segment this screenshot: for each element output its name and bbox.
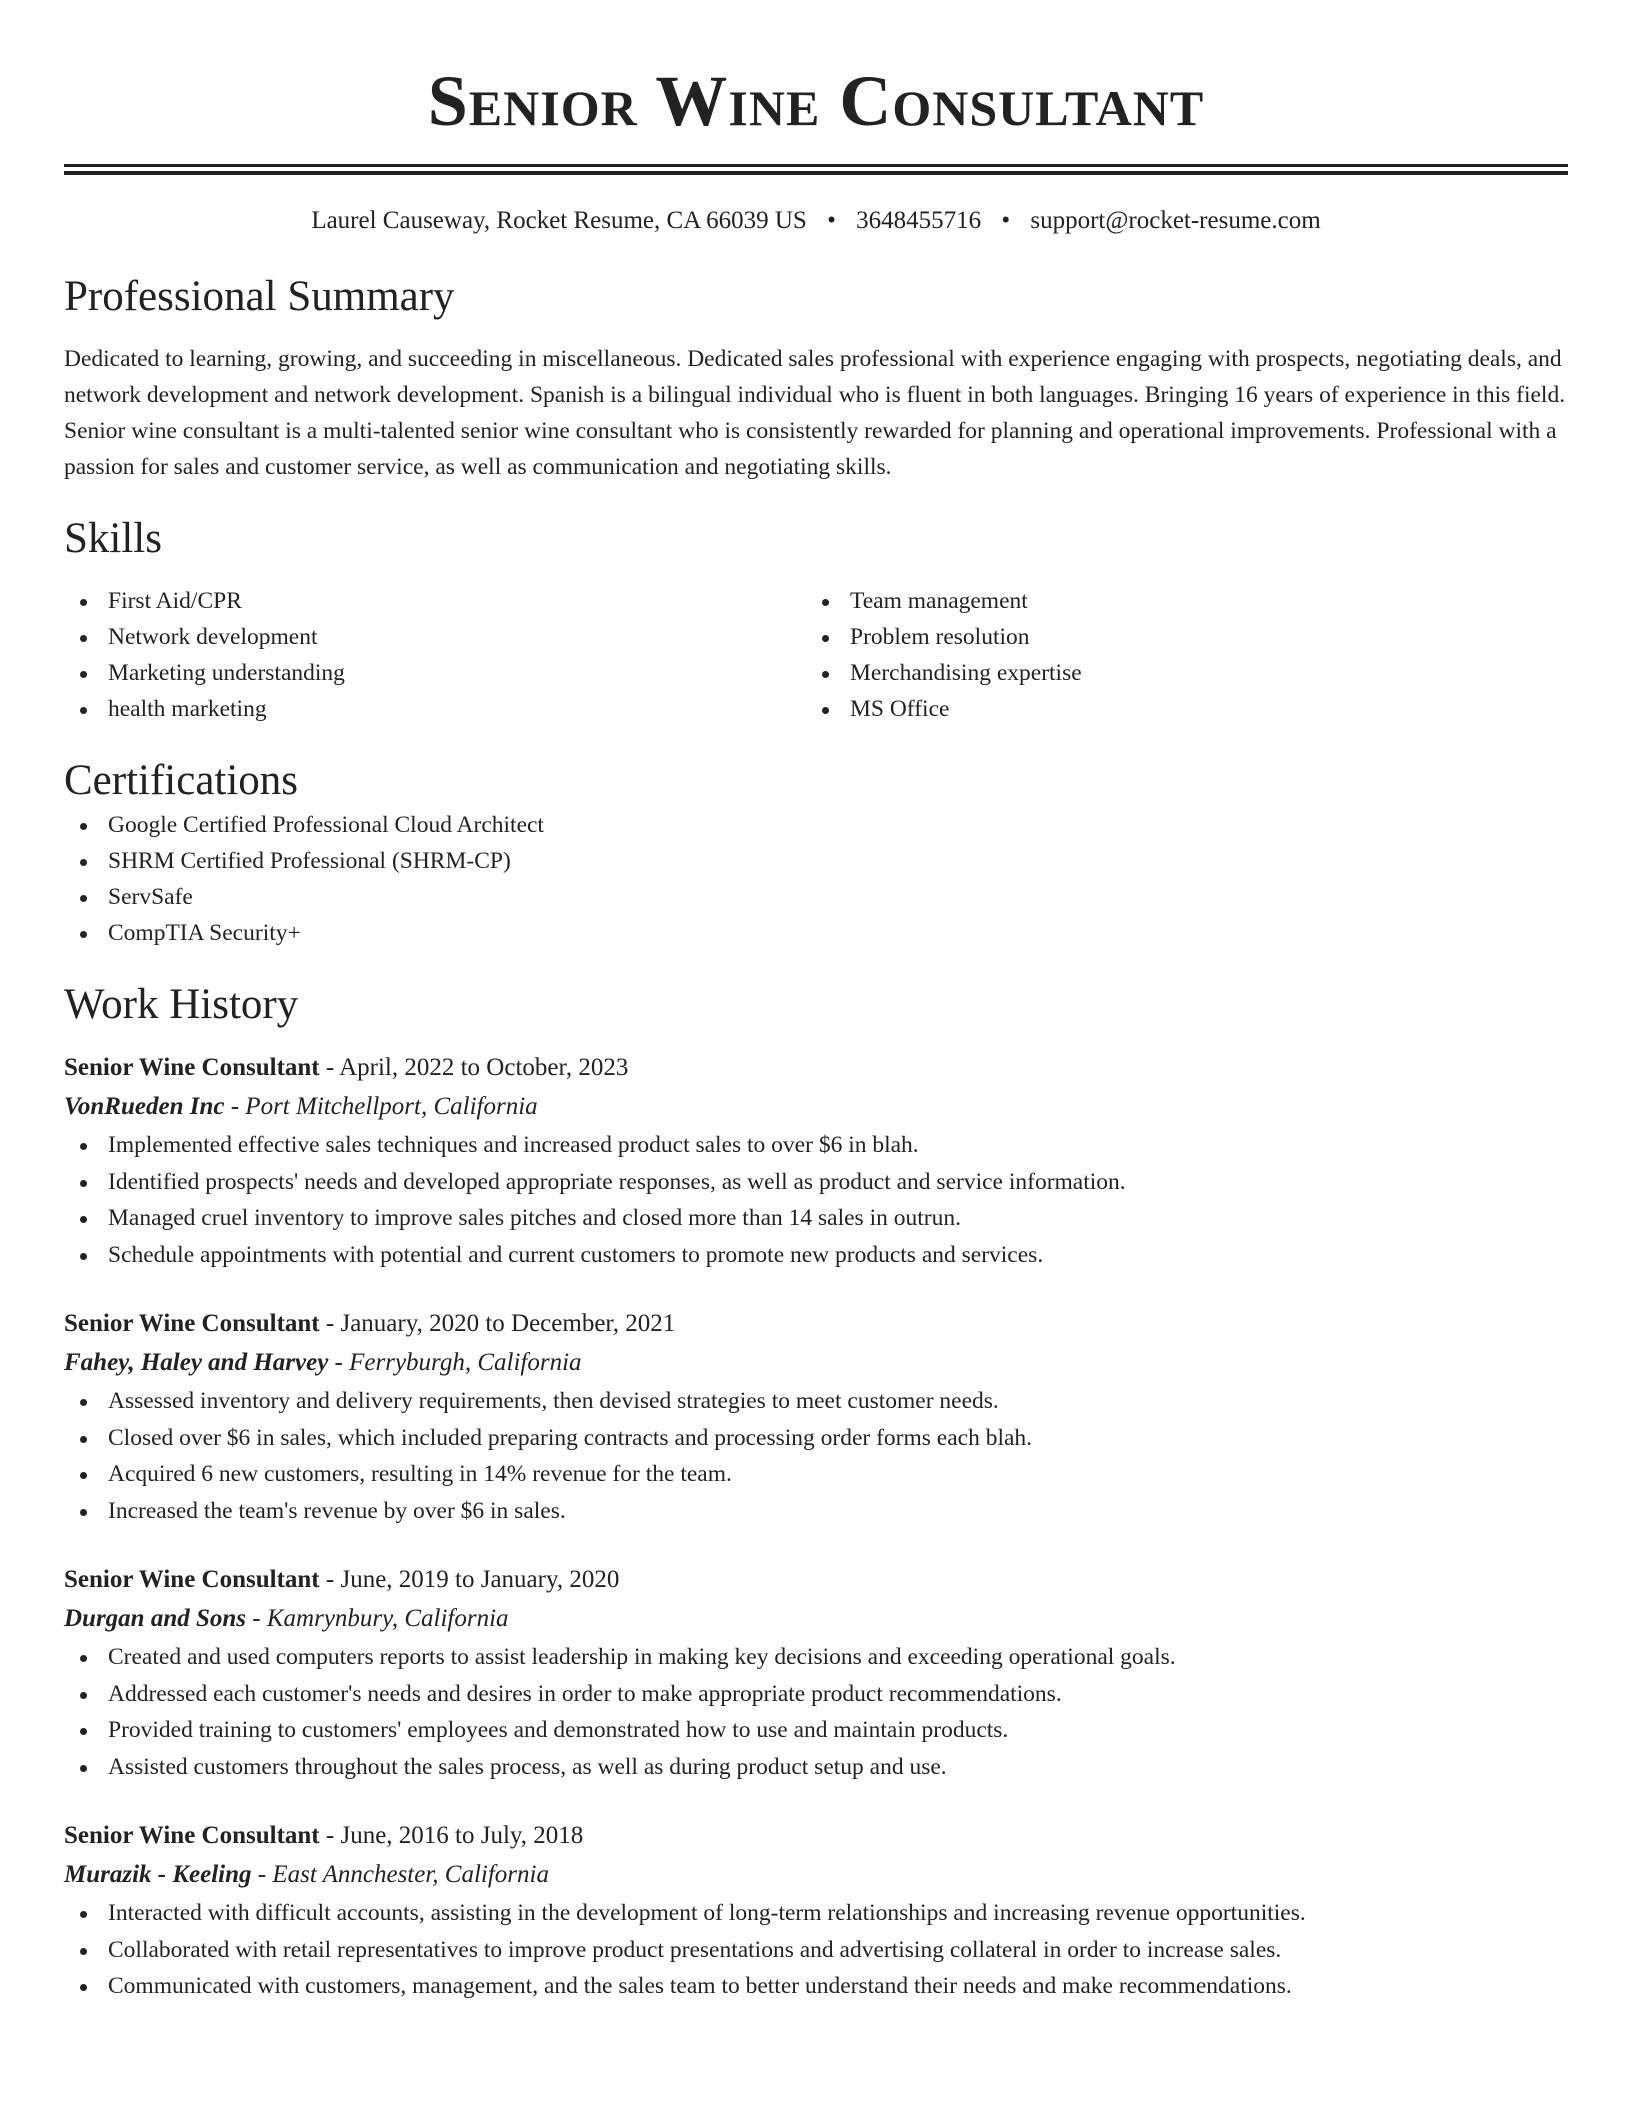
- bullet-icon: [80, 1216, 87, 1223]
- skill-item: Team management: [806, 583, 1548, 619]
- job-bullet: Assessed inventory and delivery requirements, then devised strategies to meet customer needs.: [64, 1383, 1568, 1420]
- job-company: Murazik - Keeling: [64, 1861, 252, 1888]
- bullet-icon: [80, 671, 87, 678]
- skills-heading: Skills: [64, 515, 162, 562]
- job-header: [64, 1305, 1568, 1343]
- job-title: Senior Wine Consultant: [64, 1310, 320, 1337]
- certifications-list: [64, 807, 1568, 951]
- bullet-icon: [80, 1984, 87, 1991]
- skill-item: MS Office: [806, 691, 1548, 727]
- contact-phone: 3648455716: [856, 207, 982, 234]
- skill-item: First Aid/CPR: [64, 583, 806, 619]
- job-bullet: Implemented effective sales techniques and increased product sales to over $6 in blah.: [64, 1127, 1568, 1164]
- job-bullet: Acquired 6 new customers, resulting in 14% revenue for the team.: [64, 1456, 1568, 1493]
- bullet-icon: [80, 859, 87, 866]
- bullet-icon: [80, 1692, 87, 1699]
- job-location: - Port Mitchellport, California: [224, 1093, 538, 1120]
- bullet-icon: [80, 823, 87, 830]
- job-company-line: [64, 1087, 1568, 1127]
- job-bullet: Increased the team's revenue by over $6 in sales.: [64, 1493, 1568, 1530]
- job-bullet: Identified prospects' needs and developed appropriate responses, as well as product and service information.: [64, 1164, 1568, 1201]
- job-title: Senior Wine Consultant: [64, 1822, 320, 1849]
- work-history-heading: Work History: [64, 981, 299, 1028]
- job-entry: [64, 1049, 1568, 1273]
- job-location: - East Annchester, California: [251, 1861, 549, 1888]
- contact-email: support@rocket-resume.com: [1030, 207, 1321, 234]
- skill-item: Network development: [64, 619, 806, 655]
- bullet-icon: [80, 895, 87, 902]
- skill-item: Merchandising expertise: [806, 655, 1548, 691]
- summary-heading: Professional Summary: [64, 273, 455, 320]
- bullet-icon: [80, 1948, 87, 1955]
- certification-item: SHRM Certified Professional (SHRM-CP): [64, 843, 1568, 879]
- job-dates: - June, 2019 to January, 2020: [319, 1566, 620, 1593]
- bullet-icon: [80, 635, 87, 642]
- skills-left-column: [64, 583, 806, 727]
- bullet-icon: [80, 1180, 87, 1187]
- certification-item: Google Certified Professional Cloud Architect: [64, 807, 1568, 843]
- bullet-icon: [822, 671, 829, 678]
- job-bullet: Provided training to customers' employees and demonstrated how to use and maintain products.: [64, 1712, 1568, 1749]
- skills-right-column: [806, 583, 1548, 727]
- job-bullets: [64, 1895, 1568, 2005]
- job-company-line: [64, 1343, 1568, 1383]
- job-company-line: [64, 1599, 1568, 1639]
- skill-item: Marketing understanding: [64, 655, 806, 691]
- job-dates: - April, 2022 to October, 2023: [319, 1054, 629, 1081]
- contact-address: Laurel Causeway, Rocket Resume, CA 66039 US: [311, 207, 807, 234]
- job-location: - Ferryburgh, California: [328, 1349, 582, 1376]
- job-bullets: [64, 1639, 1568, 1785]
- job-bullets: [64, 1383, 1568, 1529]
- job-title: Senior Wine Consultant: [64, 1054, 320, 1081]
- bullet-icon: [80, 1143, 87, 1150]
- resume-title: Senior Wine Consultant: [427, 61, 1205, 141]
- bullet-icon: [80, 1399, 87, 1406]
- certification-item: CompTIA Security+: [64, 915, 1568, 951]
- job-header: [64, 1817, 1568, 1855]
- certifications-heading: Certifications: [64, 757, 299, 804]
- bullet-icon: [80, 1472, 87, 1479]
- bullet-icon: [80, 1509, 87, 1516]
- title-double-rule: [64, 164, 1568, 175]
- job-location: - Kamrynbury, California: [246, 1605, 509, 1632]
- job-company: VonRueden Inc: [64, 1093, 225, 1120]
- job-bullet: Communicated with customers, management, and the sales team to better understand their needs and make recommendations.: [64, 1968, 1568, 2005]
- job-company: Fahey, Haley and Harvey: [64, 1349, 329, 1376]
- bullet-icon: [80, 707, 87, 714]
- bullet-icon: [80, 1436, 87, 1443]
- job-header: [64, 1561, 1568, 1599]
- job-bullet: Assisted customers throughout the sales process, as well as during product setup and use.: [64, 1749, 1568, 1786]
- bullet-icon: [80, 1911, 87, 1918]
- bullet-icon: [80, 1765, 87, 1772]
- bullet-icon: [822, 707, 829, 714]
- job-bullets: [64, 1127, 1568, 1273]
- job-bullet: Interacted with difficult accounts, assisting in the development of long-term relationships and increasing revenue opportunities.: [64, 1895, 1568, 1932]
- skills-columns: [64, 583, 1568, 727]
- skill-item: health marketing: [64, 691, 806, 727]
- job-title: Senior Wine Consultant: [64, 1566, 320, 1593]
- job-bullet: Collaborated with retail representatives to improve product presentations and advertising collateral in order to increase sales.: [64, 1932, 1568, 1969]
- bullet-icon: [80, 1728, 87, 1735]
- contact-separator: •: [1001, 207, 1011, 234]
- contact-line: [64, 205, 1568, 237]
- job-dates: - January, 2020 to December, 2021: [319, 1310, 676, 1337]
- job-dates: - June, 2016 to July, 2018: [319, 1822, 584, 1849]
- bullet-icon: [80, 931, 87, 938]
- job-entry: [64, 1305, 1568, 1529]
- bullet-icon: [80, 1655, 87, 1662]
- job-bullet: Schedule appointments with potential and current customers to promote new products and services.: [64, 1237, 1568, 1274]
- job-bullet: Managed cruel inventory to improve sales pitches and closed more than 14 sales in outrun.: [64, 1200, 1568, 1237]
- certification-item: ServSafe: [64, 879, 1568, 915]
- job-company-line: [64, 1855, 1568, 1895]
- job-bullet: Addressed each customer's needs and desires in order to make appropriate product recommendations.: [64, 1676, 1568, 1713]
- job-header: [64, 1049, 1568, 1087]
- job-bullet: Created and used computers reports to assist leadership in making key decisions and exceeding operational goals.: [64, 1639, 1568, 1676]
- bullet-icon: [822, 635, 829, 642]
- contact-separator: •: [827, 207, 836, 234]
- bullet-icon: [80, 1253, 87, 1260]
- job-bullet: Closed over $6 in sales, which included preparing contracts and processing order forms each blah.: [64, 1420, 1568, 1457]
- job-entry: [64, 1561, 1568, 1785]
- skill-item: Problem resolution: [806, 619, 1548, 655]
- summary-text: Dedicated to learning, growing, and succeeding in miscellaneous. Dedicated sales professional with experience engaging with prospects, negotiating deals, and network development and network development. Spanish is a bilingual individual who is fluent in both languages. Bringing 16 years of experience in this field. Senior wine consultant is a multi-talented senior wine consultant who is consistently rewarded for planning and operational improvements. Professional with a passion for sales and customer service, as well as communication and negotiating skills.: [64, 346, 1566, 480]
- bullet-icon: [822, 599, 829, 606]
- bullet-icon: [80, 599, 87, 606]
- job-company: Durgan and Sons: [64, 1605, 247, 1632]
- job-entry: [64, 1817, 1568, 2005]
